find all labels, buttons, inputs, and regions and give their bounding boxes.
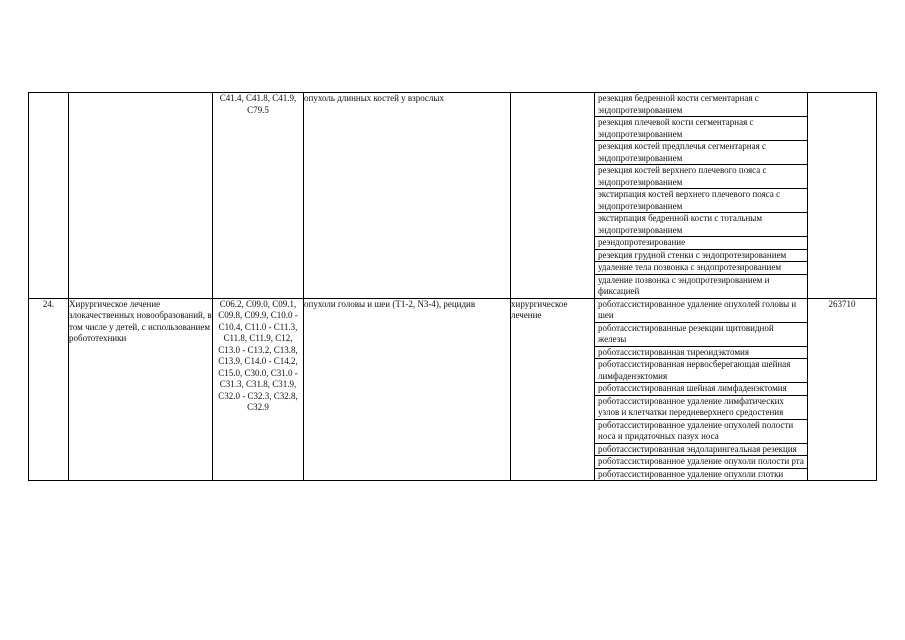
method-item: роботассистированные резекции щитовидной железы	[595, 323, 807, 347]
method-item: резекция плечевой кости сегментарная с эндопротезированием	[595, 117, 807, 141]
icd-codes: C06.2, C09.0, C09.1, C09.8, C09.9, C10.0 - C10.4, C11.0 - C11.3, C11.8, C11.9, C12, C13.0 - C13.2, C13.8, C13.9, C14.0 - C14.2, C15.0, C30.0, C31.0 - C31.3, C31.8, C31.9, C32.0 - C32.3, C32.8, C32.9	[213, 298, 304, 481]
patient-model: опухоли головы и шеи (T1-2, N3-4), рецидив	[304, 298, 511, 481]
document-page	[28, 92, 876, 481]
service-name: Хирургическое лечение злокачественных новообразований, в том числе у детей, с использованием робототехники	[69, 298, 213, 481]
treatment-table	[28, 92, 877, 481]
row-number: 24.	[29, 298, 69, 481]
treatment-type	[511, 93, 595, 299]
service-name	[69, 93, 213, 299]
method-list	[595, 298, 808, 481]
method-item: резекция бедренной кости сегментарная с эндопротезированием	[595, 93, 807, 117]
method-item: экстирпация костей верхнего плечевого пояса с эндопротезированием	[595, 189, 807, 213]
row-number	[29, 93, 69, 299]
method-item: роботассистированная шейная лимфаденэктомия	[595, 383, 807, 396]
method-item: роботассистированное удаление опухоли глотки	[598, 468, 784, 479]
method-item: роботассистированное удаление лимфатических узлов и клетчатки передневерхнего средостения	[595, 396, 807, 420]
method-item: экстирпация бедренной кости с тотальным эндопротезированием	[595, 213, 807, 237]
method-list	[595, 93, 808, 299]
price-value: 263710	[808, 298, 877, 481]
method-item: роботассистированная тиреоидэктомия	[595, 347, 807, 360]
method-item: резекция грудной стенки с эндопротезированием	[595, 250, 807, 263]
patient-model: опухоль длинных костей у взрослых	[304, 93, 511, 299]
method-item: роботассистированное удаление опухолей полости носа и придаточных пазух носа	[595, 420, 807, 444]
method-item: удаление тела позвонка с эндопротезированием	[595, 262, 807, 275]
method-item: роботассистированная нервосберегающая шейная лимфаденэктомия	[595, 359, 807, 383]
table-row	[29, 298, 877, 481]
price-value	[808, 93, 877, 299]
method-item: роботассистированное удаление опухолей головы и шеи	[595, 299, 807, 323]
method-item: реэндопротезирование	[595, 237, 807, 250]
icd-codes: C41.4, C41.8, C41.9, C79.5	[213, 93, 304, 299]
treatment-type: хирургическое лечение	[511, 298, 595, 481]
method-item: роботассистированная эндоларингеальная резекция	[595, 444, 807, 457]
method-item: удаление позвонка с эндопротезированием и фиксацией	[598, 274, 770, 296]
method-item: резекция костей предплечья сегментарная с эндопротезированием	[595, 141, 807, 165]
method-item: резекция костей верхнего плечевого пояса с эндопротезированием	[595, 165, 807, 189]
table-row	[29, 93, 877, 299]
method-item: роботассистированное удаление опухоли полости рта	[595, 456, 807, 469]
